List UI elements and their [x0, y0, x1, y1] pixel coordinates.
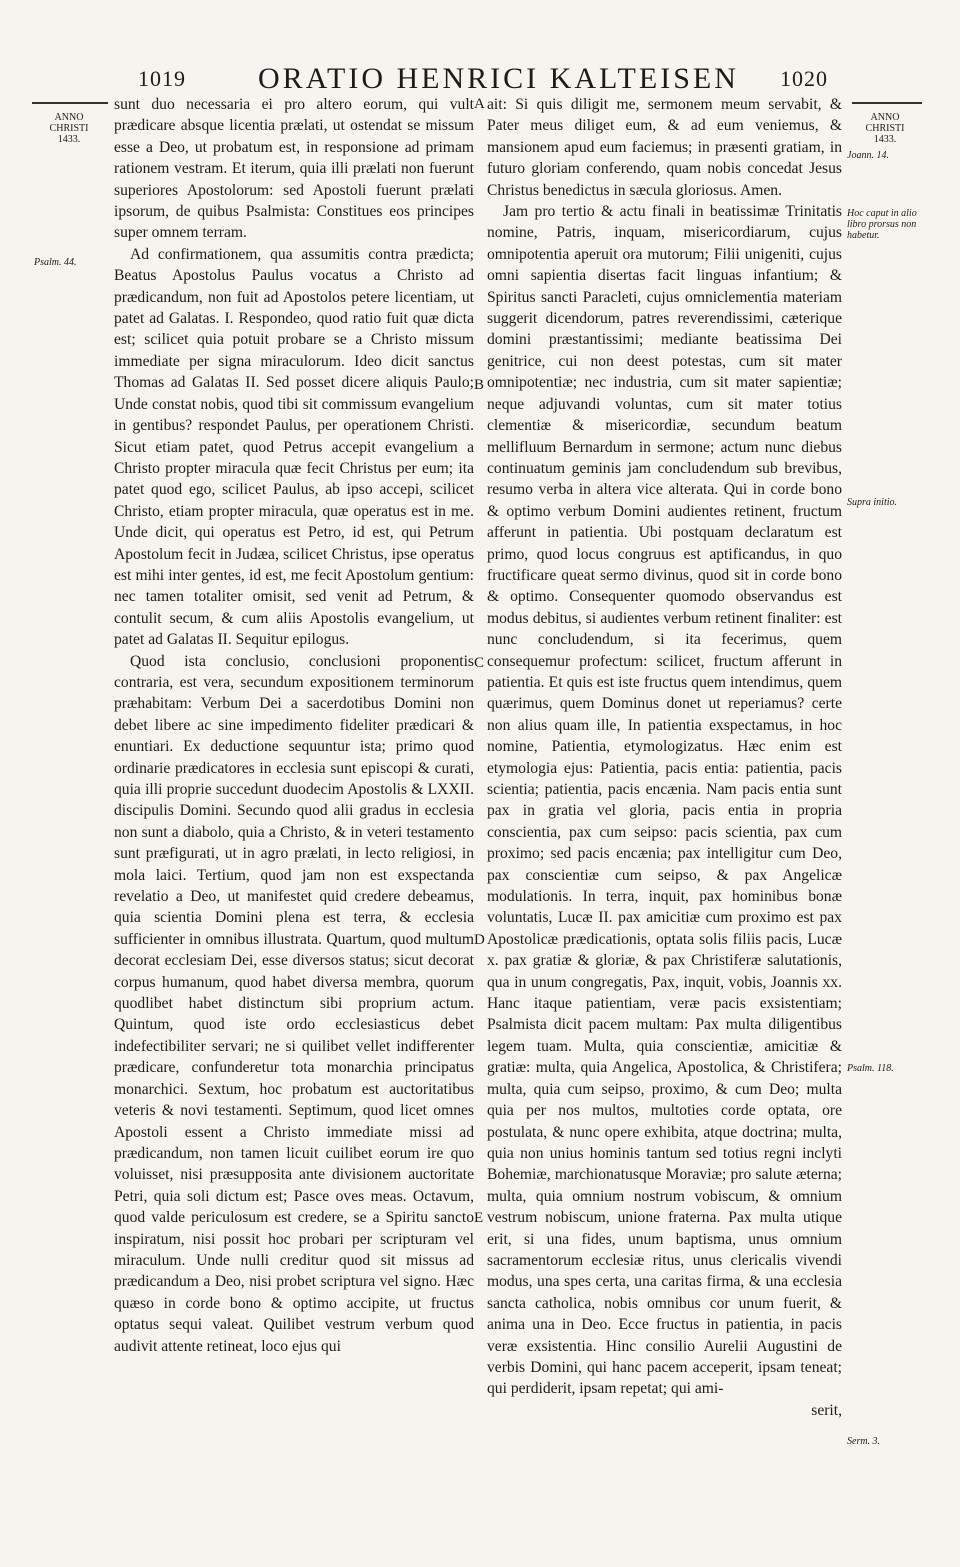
- paragraph: Quod ista conclusio, conclusioni proponentis contraria, est vera, secundum expositionem terminorum præhabitam: Verbum Dei a sacerdotibus Domini non debet libere ac sine impedimento fideliter prædicari & enuntiari. Ex deductione sequuntur ista; primo quod ordinarie prædicatores in ecclesia sunt episcopi & curati, quia illi proprie succedunt duodecim Apostolis & LXXII. discipulis Domini. Secundo quod alii gradus in ecclesia non sunt a diabolo, quia a Christo, & in veteri testamento sunt præfigurati, ut in agro prælati, in lecto religiosi, in mola laici. Tertium, quod jam non est exspectanda revelatio a Deo, ut manifestet quid credere debeamus, quia scientia Domini plena est terra, & ecclesia sufficienter in omnibus illustrata. Quartum, quod multum decorat ecclesiam Dei, esse diversos status; sicut decorat corpus humanum, quod habet diversa membra, quorum quodlibet habet distinctum sibi proprium actum. Quintum, quod iste ordo ecclesiasticus debet indefectibiliter servari; ne si quilibet vellet indifferenter prædicare, confunderetur tota monarchia principatus monarchici. Sextum, hoc probatum est auctoritatibus veteris & novi testamenti. Septimum, quod licet omnes Apostoli essent a Christo immediate missi ad prædicandum, non tamen licuit cuilibet eorum ire quo voluisset, nisi præsupposita ante divisionem auctoritate Petri, quia soli dictum est; Pasce oves meas. Octavum, quod valde periculosum est credere, se a Spiritu sancto inspiratum, nisi possit hoc probari per scripturam vel miraculum. Unde nulli creditur quod sit missus ad prædicandum a Deo, nisi probet scriptura vel signo. Hæc quæso in corde bono & optimo accipite, ut fructus optatus sequi valeat. Quilibet vestrum verbum quod audivit attente retineat, loco ejus qui: [114, 652, 474, 1355]
- left-text-column: [114, 94, 474, 1357]
- margin-note-psalm-118: Psalm. 118.: [847, 1063, 894, 1074]
- anno-christi-left: [34, 112, 104, 145]
- paragraph: sunt duo necessaria ei pro altero eorum, qui vult prædicare absque licentia prælati, ut ostendat se missum esse a Deo, ut probatum est, in responsione ad primam rationem vestram. Et iterum, quia illi prælati non fuerunt superiores Apostolorum: sed Apostoli fuerunt prælati ipsorum, de quibus Psalmista: Constitues eos principes super omnem terram.: [114, 96, 474, 242]
- anno-label: ANNO: [54, 112, 84, 123]
- right-text-column: [487, 94, 842, 1421]
- section-letter-d: D: [474, 932, 485, 948]
- section-letter-a: A: [474, 96, 485, 112]
- margin-note-psalm-44: Psalm. 44.: [34, 257, 77, 268]
- margin-note-hoc-caput: Hoc caput in alio libro prorsus non habetur.: [847, 208, 917, 241]
- paragraph: Jam pro tertio & actu finali in beatissimæ Trinitatis nomine, Patris, inquam, misericordiarum, cujus omnipotentia aperuit ora mutorum; Filii unigeniti, cujus omni sapientia disertas facit linguas infantium; & Spiritus sancti Paracleti, cujus omniclementia materiam suggerit dicendorum, patres reverendissimi, cæterique domini præstantissimi; mediante beatissima Dei genitrice, cui non deest potestas, cum sit mater omnipotentiæ; nec industria, cum sit mater sapientiæ; neque adjuvandi voluntas, cum sit mater totius clementiæ & misericordiæ, secundum beatum mellifluum Bernardum in sermone; actum nunc diebus continuatum geminis jam concludendum sub brevibus, resumo verba in altera vice alterata. Qui in corde bono & optimo verbum Domini audientes retinent, fructum afferunt in patientia. Ubi postquam declaratum est primo, quod locus congruus est aptificandus, in quo fructificare queat sermo divinus, quod sit in corde bono & optimo. Consequenter quomodo observandus est modus debitus, si audientes verbum retinent finaliter: est nunc concludendum, si ita fecerimus, quem consequemur profectum: scilicet, fructum afferunt in patientia. Et quis est iste fructus quem intendimus, quem quærimus, quem Dominus donet ut reperiamus? certe non alius quam ille, In patientia exspectamus, in hoc nomine, Patientia, etymologizatus. Hæc enim est etymologia ejus: Patientia, pacis entia: patientia, pacis scientia; patientia, pacis encænia. Nam pacis entia sunt pax in gratia vel gloria, pacis entia in propria conscientia, pax cum seipso: pacis scientia, pax cum proximo; sed pacis encænia; pax intelligitur cum Deo, pax conscientiæ cum seipso, & pax Angelicæ modulationis. In terra, inquit, pax hominibus bonæ voluntatis, Lucæ II. pax amicitiæ cum proximo est pax Apostolicæ prædicationis, optata solis filiis pacis, Lucæ x. pax gratiæ & gloriæ, & pax Christiferæ salutationis, qua in unum congregatis, Pax, inquit, vobis, Joannis xx. Hanc itaque patientiam, veræ pacis exsistentiam; Psalmista dicit pacem multam: Pax multa diligentibus legem tuam. Multa, quia conscientiæ, amicitiæ & gratiæ: multa, quia Angelica, Apostolica, & Christifera; multa, quia cum seipso, proximo, & cum Deo; multa quia per nos multos, multoties corde optata, ore postulata, & nunc opere exhibita, atque doctrina; multa, quia non unius hominis tantum sed totius regni inclyti Bohemiæ, marchionatusque Moraviæ; pro salute æterna; multa, quia omnium nostrum vobiscum, & omnium vestrum nobiscum, unione fraterna. Pax multa utique erit, si una fides, unum baptisma, unus omnium sacramentorum ecclesiæ ritus, unus clericalis vivendi modus, una spes certa, una caritas firma, & una ecclesia sancta catholica, nobis omnibus cor unum fuerit, & anima una in Deo. Ecce fructus in patientia, in pacis veræ exsistentia. Hinc consilio Aurelii Augustini de verbis Domini, qui hanc pacem acceperit, ipsam teneat; qui perdiderit, ipsam repetat; qui ami-: [487, 203, 842, 1398]
- anno-christi-right: [847, 112, 923, 145]
- header-rule-right: [852, 102, 922, 104]
- page-number-right: 1020: [780, 66, 828, 91]
- paragraph: ait: Si quis diligit me, sermonem meum servabit, & Pater meus diliget eum, & ad eum veniemus, & mansionem apud eum faciemus; in præsenti gratiam, in futuro gloriam conferendo, quam nobis concedat Jesus Christus benedictus in sæcula gloriosus. Amen.: [487, 96, 842, 199]
- anno-year: 1433.: [873, 134, 897, 145]
- anno-year: 1433.: [57, 134, 81, 145]
- paragraph-end: serit,: [811, 1401, 842, 1419]
- margin-note-serm-3: Serm. 3.: [847, 1436, 881, 1447]
- page-number-left: 1019: [138, 66, 186, 91]
- running-title: ORATIO HENRICI KALTEISEN: [258, 62, 739, 95]
- header-rule-left: [32, 102, 108, 104]
- section-letter-c: C: [474, 655, 485, 671]
- paragraph: Ad confirmationem, qua assumitis contra prædicta; Beatus Apostolus Paulus vocatus a Christo ad prædicandum, non fuit ad Apostolos petere licentiam, ut patet ad Galatas. I. Respondeo, quod ratio fuit quæ dicta est; scilicet quia potuit probare se a Christo missum immediate per signa miraculorum. Ideo dicit sanctus Thomas ad Galatas II. Sed posset dicere aliquis Paulo; Unde constat nobis, quod tibi sit commissum evangelium in gentibus? respondet Paulus, per operationem Christi. Sicut etiam patet, quod Petrus accepit evangelium a Christo propter miracula quæ fecit Christus per eum; ita patet quod ego, scilicet Paulus, ab ipso accepi, scilicet Christo, etiam propter miracula, quæ operatus est in me. Unde dicit, qui operatus est Petro, id est, qui Petrum Apostolum fecit in Judæa, scilicet Christus, ipse operatus est mihi inter gentes, id est, me fecit Apostolum gentium: nec tamen totaliter omisit, sed venit ad Petrum, & contulit secum, & cum aliis Apostolis evangelium, ut patet ad Galatas II. Sequitur epilogus.: [114, 245, 474, 649]
- margin-note-joann-14: Joann. 14.: [847, 150, 889, 161]
- anno-label: ANNO: [870, 112, 900, 123]
- section-letter-e: E: [474, 1210, 484, 1226]
- christi-label: CHRISTI: [49, 123, 89, 134]
- margin-note-supra-initio: Supra initio.: [847, 497, 898, 508]
- section-letter-b: B: [474, 377, 485, 393]
- christi-label: CHRISTI: [865, 123, 905, 134]
